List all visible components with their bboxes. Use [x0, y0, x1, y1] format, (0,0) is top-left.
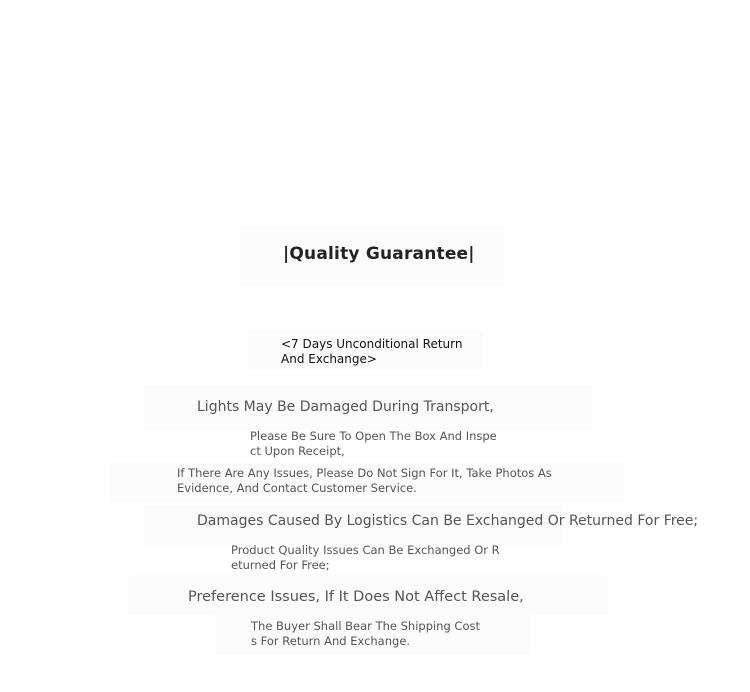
- logistics-damage-note: Damages Caused By Logistics Can Be Exchanged Or Returned For Free;: [197, 513, 699, 529]
- return-policy-subtitle: <7 Days Unconditional Return And Exchange>: [281, 337, 463, 366]
- issues-note: If There Are Any Issues, Please Do Not Sign For It, Take Photos As Evidence, And Contact Customer Service.: [177, 466, 552, 495]
- shipping-cost-note: The Buyer Shall Bear The Shipping Costs For Return And Exchange.: [251, 619, 480, 648]
- quality-issue-note: Product Quality Issues Can Be Exchanged Or Returned For Free;: [231, 543, 500, 572]
- transport-damage-note: Lights May Be Damaged During Transport,: [197, 399, 494, 415]
- inspect-note: Please Be Sure To Open The Box And Inspect Upon Receipt,: [250, 429, 497, 458]
- preference-note: Preference Issues, If It Does Not Affect Resale,: [188, 589, 524, 605]
- page-title: |Quality Guarantee|: [283, 244, 475, 264]
